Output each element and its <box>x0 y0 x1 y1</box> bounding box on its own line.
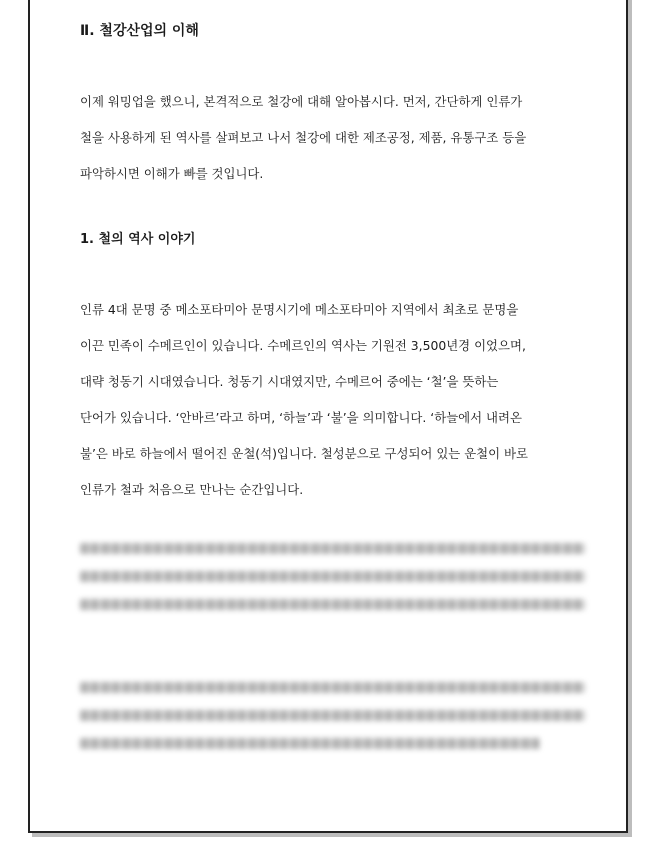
paragraph-line: 이제 워밍업을 했으니, 본격적으로 철강에 대해 알아봅시다. 먼저, 간단하게 인류가 <box>80 94 523 109</box>
paragraph-line: 인류 4대 문명 중 메소포타미아 문명시기에 메소포타미아 지역에서 최초로 문명을 <box>80 302 519 317</box>
blurred-line <box>80 710 585 721</box>
blurred-paragraph <box>80 543 585 627</box>
paragraph-line: 단어가 있습니다. ‘안바르’라고 하며, ‘하늘’과 ‘불’을 의미합니다. ‘하늘에서 내려온 <box>80 410 522 425</box>
blurred-line <box>80 682 585 693</box>
paragraph-line: 인류가 철과 처음으로 만나는 순간입니다. <box>80 482 304 497</box>
intro-paragraph <box>80 84 600 192</box>
paragraph-line: 파악하시면 이해가 빠를 것입니다. <box>80 166 264 181</box>
paragraph-line: 대략 청동기 시대였습니다. 청동기 시대였지만, 수메르어 중에는 ‘철’을 뜻하는 <box>80 374 499 389</box>
paragraph-line: 불’은 바로 하늘에서 떨어진 운철(석)입니다. 철성분으로 구성되어 있는 운철이 바로 <box>80 446 528 461</box>
history-paragraph <box>80 292 600 508</box>
blurred-line <box>80 543 585 554</box>
blurred-paragraph <box>80 682 585 766</box>
paragraph-line: 이끈 민족이 수메르인이 있습니다. 수메르인의 역사는 기원전 3,500년경 이었으며, <box>80 338 526 353</box>
blurred-line <box>80 571 585 582</box>
section-title: Ⅱ. 철강산업의 이해 <box>80 23 199 39</box>
paragraph-line: 철을 사용하게 된 역사를 살펴보고 나서 철강에 대한 제조공정, 제품, 유통구조 등을 <box>80 130 527 145</box>
blurred-line <box>80 599 585 610</box>
subsection-title: 1. 철의 역사 이야기 <box>80 232 196 247</box>
blurred-line <box>80 738 540 749</box>
